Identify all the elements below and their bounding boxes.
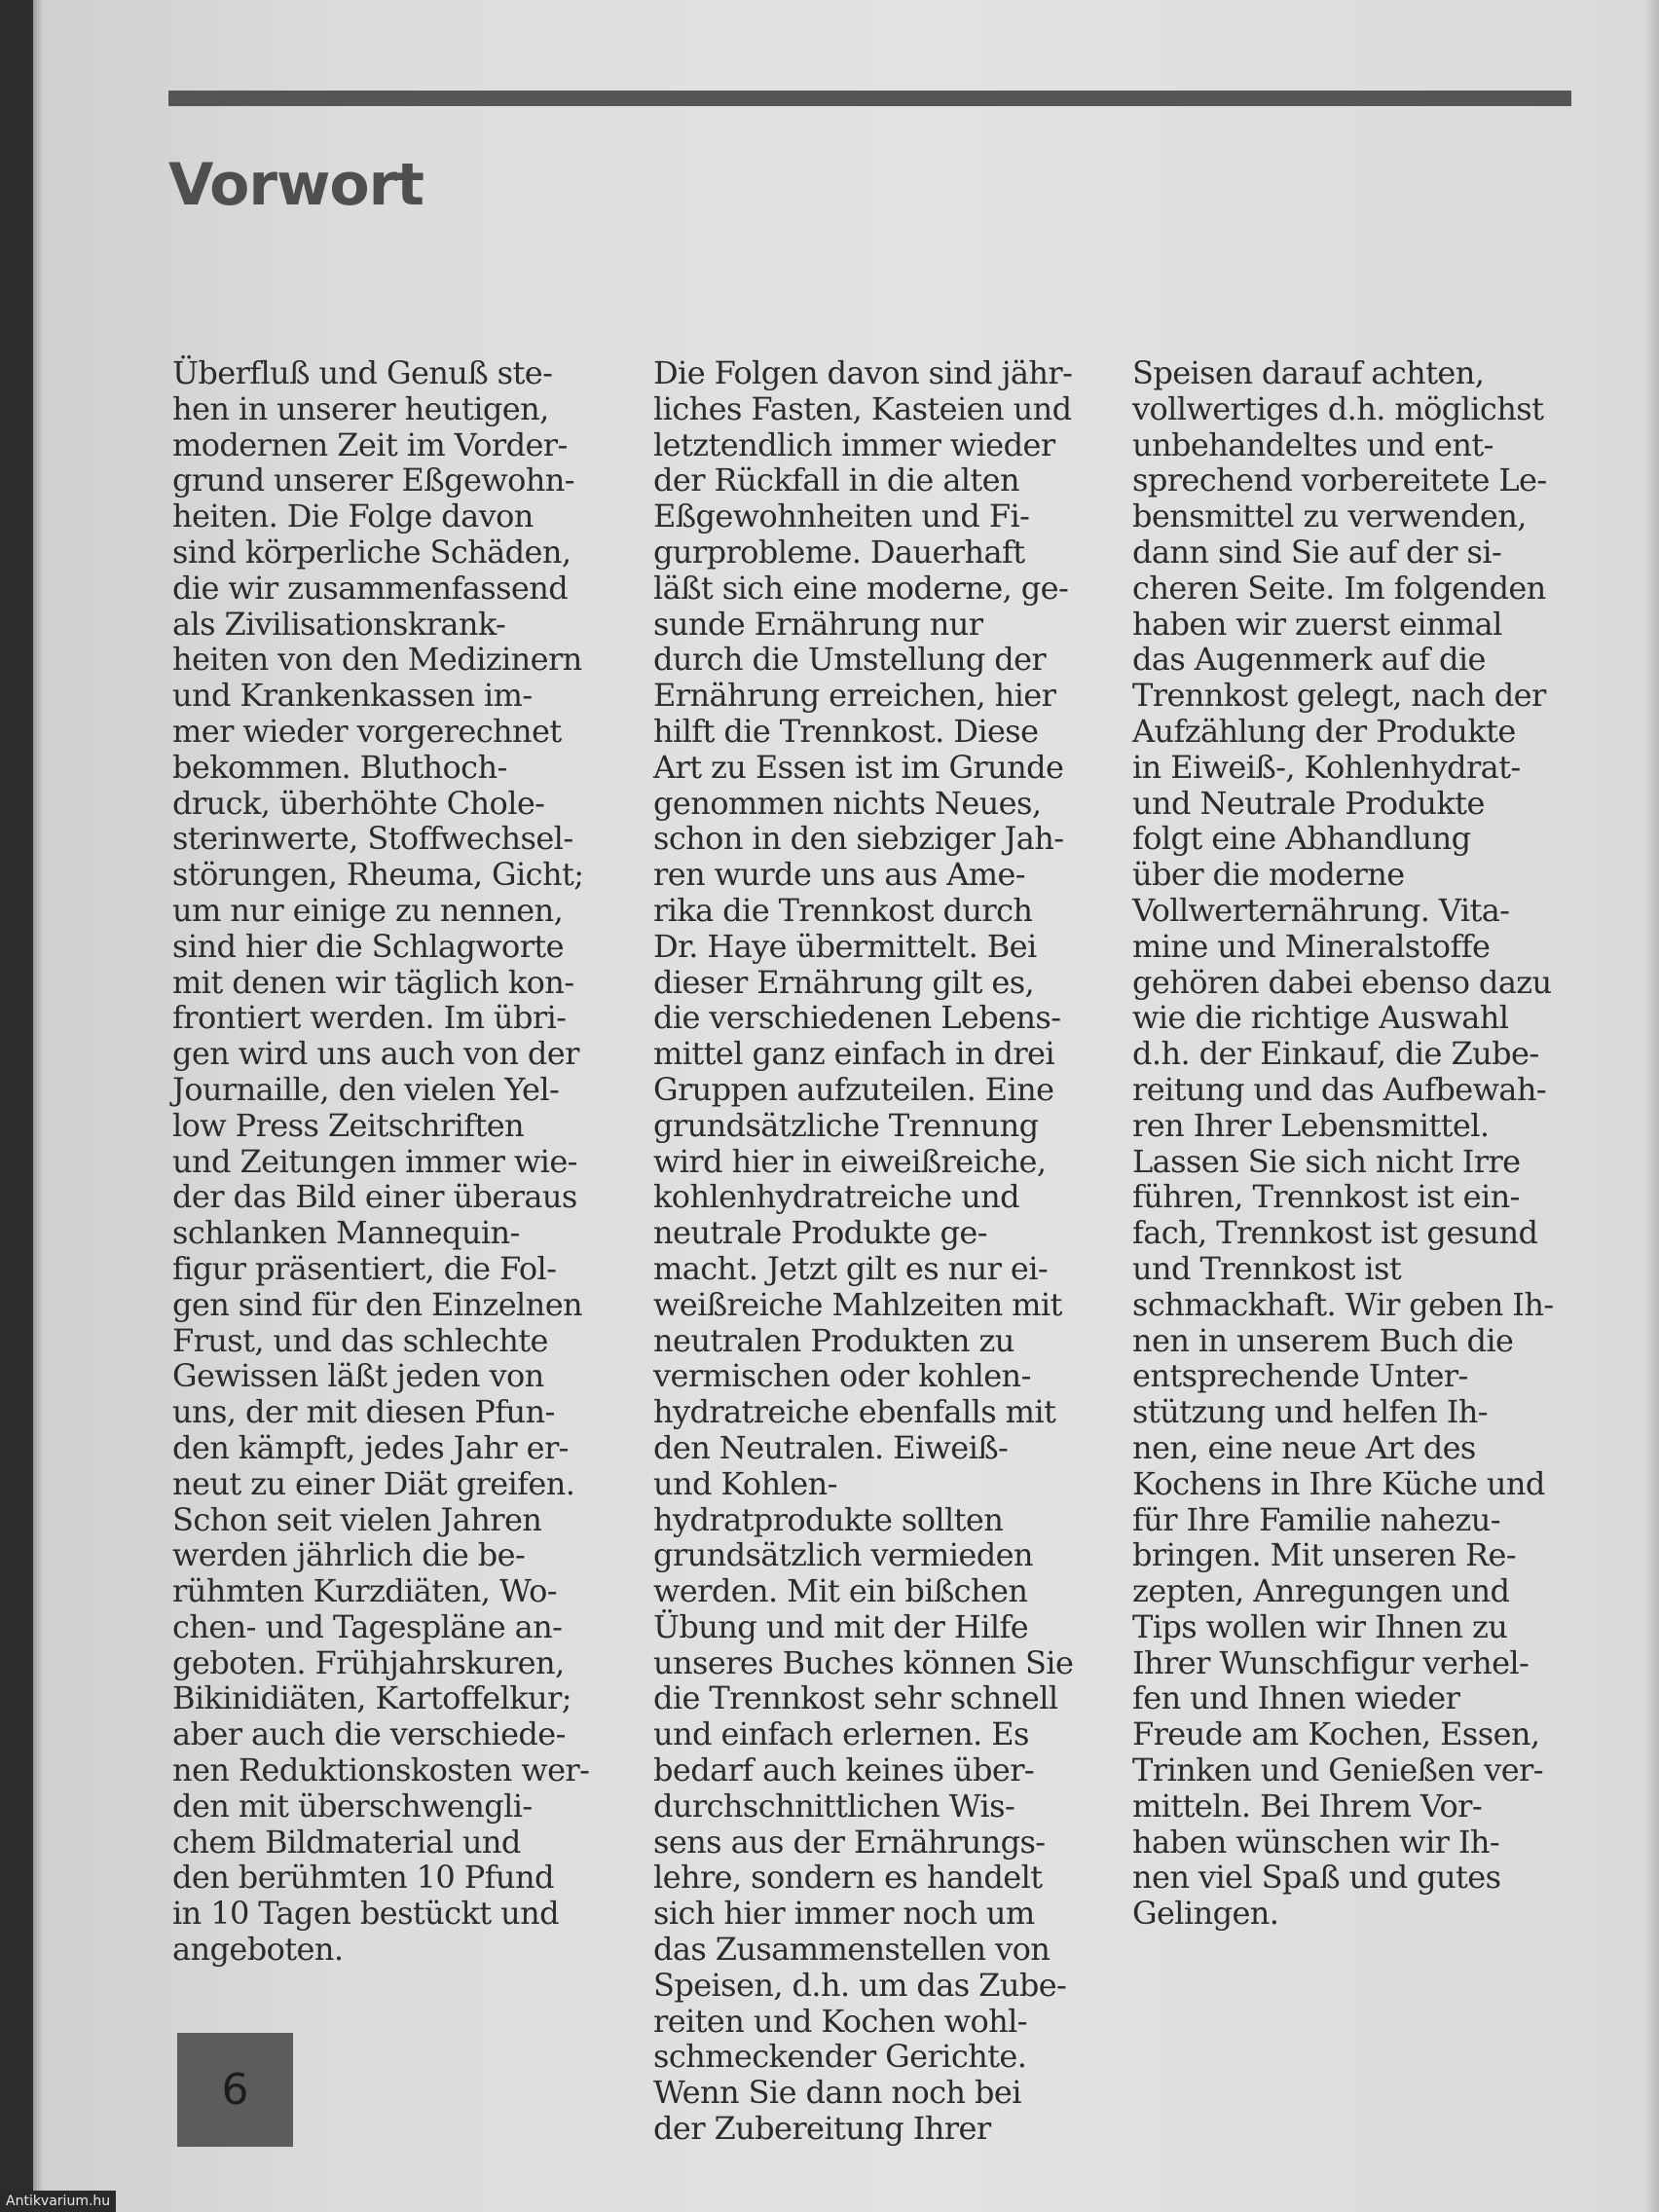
text-line: sens aus der Ernährungs- xyxy=(653,1823,1046,1861)
text-line: werden jährlich die be- xyxy=(172,1536,526,1574)
text-line: hilft die Trennkost. Diese xyxy=(653,712,1039,750)
text-line: haben wünschen wir Ih- xyxy=(1132,1823,1500,1861)
text-line: gen wird uns auch von der xyxy=(172,1035,579,1073)
text-line: und Krankenkassen im- xyxy=(172,677,533,715)
text-line: rühmten Kurzdiäten, Wo- xyxy=(172,1572,557,1610)
text-line: die wir zusammenfassend xyxy=(172,569,569,607)
text-line: den Neutralen. Eiweiß- xyxy=(653,1428,1009,1466)
text-line: wie die richtige Auswahl xyxy=(1132,999,1509,1037)
text-line: mine und Mineralstoffe xyxy=(1132,927,1491,965)
text-line: dieser Ernährung gilt es, xyxy=(653,963,1035,1001)
text-line: kohlenhydratreiche und xyxy=(653,1178,1020,1216)
text-line: vermischen oder kohlen- xyxy=(653,1357,1031,1395)
text-line: mer wieder vorgerechnet xyxy=(172,712,562,750)
text-line: frontiert werden. Im übri- xyxy=(172,999,567,1037)
text-line: für Ihre Familie nahezu- xyxy=(1132,1500,1500,1538)
text-line: stützung und helfen Ih- xyxy=(1132,1393,1488,1431)
text-line: Art zu Essen ist im Grunde xyxy=(653,748,1064,786)
text-column-3 xyxy=(1132,355,1609,1932)
text-line: Ihrer Wunschfigur verhel- xyxy=(1132,1643,1530,1681)
text-line: aber auch die verschiede- xyxy=(172,1715,566,1753)
text-line: bedarf auch keines über- xyxy=(653,1751,1035,1789)
text-line: gurprobleme. Dauerhaft xyxy=(653,533,1025,571)
text-line: als Zivilisationskrank- xyxy=(172,605,506,643)
text-line: vollwertiges d.h. möglichst xyxy=(1132,389,1544,427)
text-line: die verschiedenen Lebens- xyxy=(653,999,1061,1037)
text-line: Bikinidiäten, Kartoffelkur; xyxy=(172,1679,571,1717)
text-line: werden. Mit ein bißchen xyxy=(653,1572,1028,1610)
text-line: den mit überschwengli- xyxy=(172,1787,533,1825)
text-line: nen in unserem Buch die xyxy=(1132,1321,1514,1359)
text-line: nen, eine neue Art des xyxy=(1132,1428,1476,1466)
text-line: Eßgewohnheiten und Fi- xyxy=(653,498,1030,535)
text-line: durch die Umstellung der xyxy=(653,641,1047,679)
text-line: chen- und Tagespläne an- xyxy=(172,1607,563,1645)
text-line: hen in unserer heutigen, xyxy=(172,389,549,427)
text-line: und einfach erlernen. Es xyxy=(653,1715,1029,1753)
text-line: der Rückfall in die alten xyxy=(653,461,1020,499)
text-line: und Zeitungen immer wie- xyxy=(172,1142,577,1180)
text-line: rika die Trennkost durch xyxy=(653,891,1033,929)
text-line: uns, der mit diesen Pfun- xyxy=(172,1393,555,1431)
text-line: Die Folgen davon sind jähr- xyxy=(653,354,1073,391)
page-number: 6 xyxy=(221,2065,249,2115)
text-line: macht. Jetzt gilt es nur ei- xyxy=(653,1249,1049,1287)
text-line: läßt sich eine moderne, ge- xyxy=(653,569,1069,607)
text-line: bensmittel zu verwenden, xyxy=(1132,498,1527,535)
book-page xyxy=(33,0,1659,2212)
text-line: sich hier immer noch um xyxy=(653,1895,1035,1933)
text-line: heiten von den Medizinern xyxy=(172,641,582,679)
text-line: mittel ganz einfach in drei xyxy=(653,1035,1055,1073)
text-line: sterinwerte, Stoffwechsel- xyxy=(172,820,573,858)
text-line: Aufzählung der Produkte xyxy=(1132,712,1516,750)
text-line: grundsätzliche Trennung xyxy=(653,1106,1039,1144)
text-line: der das Bild einer überaus xyxy=(172,1178,577,1216)
text-line: mitteln. Bei Ihrem Vor- xyxy=(1132,1787,1483,1825)
text-line: Trinken und Genießen ver- xyxy=(1132,1751,1543,1789)
text-line: hydratreiche ebenfalls mit xyxy=(653,1393,1056,1431)
text-line: Gruppen aufzuteilen. Eine xyxy=(653,1070,1054,1108)
text-line: die Trennkost sehr schnell xyxy=(653,1679,1058,1717)
text-column-1 xyxy=(172,355,649,1968)
text-line: lehre, sondern es handelt xyxy=(653,1859,1043,1897)
text-line: das Augenmerk auf die xyxy=(1132,641,1486,679)
text-line: entsprechende Unter- xyxy=(1132,1357,1468,1395)
text-line: sind körperliche Schäden, xyxy=(172,533,571,571)
text-line: gen sind für den Einzelnen xyxy=(172,1285,583,1323)
text-line: Frust, und das schlechte xyxy=(172,1321,548,1359)
text-line: das Zusammenstellen von xyxy=(653,1931,1051,1969)
text-line: bringen. Mit unseren Re- xyxy=(1132,1536,1517,1574)
text-line: d.h. der Einkauf, die Zube- xyxy=(1132,1035,1539,1073)
text-line: Wenn Sie dann noch bei xyxy=(653,2074,1021,2112)
text-line: angeboten. xyxy=(172,1931,344,1969)
text-line: reiten und Kochen wohl- xyxy=(653,2002,1027,2040)
text-line: cheren Seite. Im folgenden xyxy=(1132,569,1546,607)
text-line: gehören dabei ebenso dazu xyxy=(1132,963,1552,1001)
text-line: wird hier in eiweißreiche, xyxy=(653,1142,1047,1180)
text-line: schlanken Mannequin- xyxy=(172,1214,520,1252)
text-line: Journaille, den vielen Yel- xyxy=(172,1070,560,1108)
page-edge xyxy=(1645,0,1659,2212)
text-line: fen und Ihnen wieder xyxy=(1132,1679,1460,1717)
text-line: dann sind Sie auf der si- xyxy=(1132,533,1502,571)
text-line: Tips wollen wir Ihnen zu xyxy=(1132,1607,1508,1645)
text-line: mit denen wir täglich kon- xyxy=(172,963,574,1001)
text-line: letztendlich immer wieder xyxy=(653,425,1055,463)
text-line: grund unserer Eßgewohn- xyxy=(172,461,574,499)
text-line: Speisen darauf achten, xyxy=(1132,354,1485,391)
text-line: in 10 Tagen bestückt und xyxy=(172,1895,560,1933)
text-line: sunde Ernährung nur xyxy=(653,605,983,643)
text-line: ren wurde uns aus Ame- xyxy=(653,856,1026,894)
text-line: und Neutrale Produkte xyxy=(1132,784,1485,822)
text-line: Gelingen. xyxy=(1132,1895,1279,1933)
text-line: bekommen. Bluthoch- xyxy=(172,748,507,786)
text-line: sind hier die Schlagworte xyxy=(172,927,565,965)
binding-shadow xyxy=(33,0,43,2212)
text-line: schmeckender Gerichte. xyxy=(653,2038,1027,2076)
text-line: unseres Buches können Sie xyxy=(653,1643,1074,1681)
header-rule xyxy=(168,91,1571,106)
text-line: Vollwerternährung. Vita- xyxy=(1132,891,1510,929)
text-line: nen viel Spaß und gutes xyxy=(1132,1859,1501,1897)
text-line: den kämpft, jedes Jahr er- xyxy=(172,1428,569,1466)
text-line: Schon seit vielen Jahren xyxy=(172,1500,542,1538)
text-line: durchschnittlichen Wis- xyxy=(653,1787,1015,1825)
text-line: Lassen Sie sich nicht Irre xyxy=(1132,1142,1521,1180)
text-line: chem Bildmaterial und xyxy=(172,1823,521,1861)
text-line: unbehandeltes und ent- xyxy=(1132,425,1493,463)
text-line: Gewissen läßt jeden von xyxy=(172,1357,544,1395)
text-line: figur präsentiert, die Fol- xyxy=(172,1249,557,1287)
text-line: geboten. Frühjahrskuren, xyxy=(172,1643,565,1681)
text-line: Überfluß und Genuß ste- xyxy=(172,354,553,391)
text-column-2 xyxy=(653,355,1130,2147)
text-line: weißreiche Mahlzeiten mit xyxy=(653,1285,1062,1323)
text-line: neut zu einer Diät greifen. xyxy=(172,1464,575,1502)
text-line: Übung und mit der Hilfe xyxy=(653,1607,1029,1645)
text-line: Kochens in Ihre Küche und xyxy=(1132,1464,1545,1502)
text-line: low Press Zeitschriften xyxy=(172,1106,525,1144)
text-line: Trennkost gelegt, nach der xyxy=(1132,677,1546,715)
text-line: der Zubereitung Ihrer xyxy=(653,2110,991,2148)
text-line: den berühmten 10 Pfund xyxy=(172,1859,554,1897)
text-line: und Kohlen- xyxy=(653,1464,837,1502)
page-title: Vorwort xyxy=(168,151,424,219)
text-line: liches Fasten, Kasteien und xyxy=(653,389,1072,427)
text-line: druck, überhöhte Chole- xyxy=(172,784,545,822)
text-line: ren Ihrer Lebensmittel. xyxy=(1132,1106,1490,1144)
text-line: modernen Zeit im Vorder- xyxy=(172,425,568,463)
text-line: um nur einige zu nennen, xyxy=(172,891,564,929)
text-line: Freude am Kochen, Essen, xyxy=(1132,1715,1540,1753)
text-line: hydratprodukte sollten xyxy=(653,1500,1004,1538)
page-number-box xyxy=(177,2033,293,2147)
text-line: in Eiweiß-, Kohlenhydrat- xyxy=(1132,748,1521,786)
watermark: Antikvarium.hu xyxy=(0,2191,116,2212)
text-line: über die moderne xyxy=(1132,856,1405,894)
text-line: grundsätzlich vermieden xyxy=(653,1536,1033,1574)
text-line: Dr. Haye übermittelt. Bei xyxy=(653,927,1037,965)
text-line: schmackhaft. Wir geben Ih- xyxy=(1132,1285,1554,1323)
text-line: reitung und das Aufbewah- xyxy=(1132,1070,1547,1108)
text-line: zepten, Anregungen und xyxy=(1132,1572,1510,1610)
text-line: schon in den siebziger Jah- xyxy=(653,820,1064,858)
text-line: sprechend vorbereitete Le- xyxy=(1132,461,1547,499)
text-line: folgt eine Abhandlung xyxy=(1132,820,1471,858)
text-line: neutralen Produkten zu xyxy=(653,1321,1014,1359)
text-line: haben wir zuerst einmal xyxy=(1132,605,1502,643)
text-line: führen, Trennkost ist ein- xyxy=(1132,1178,1520,1216)
text-line: nen Reduktionskosten wer- xyxy=(172,1751,590,1789)
text-line: und Trennkost ist xyxy=(1132,1249,1402,1287)
text-line: störungen, Rheuma, Gicht; xyxy=(172,856,584,894)
text-line: Speisen, d.h. um das Zube- xyxy=(653,1966,1067,2004)
text-line: genommen nichts Neues, xyxy=(653,784,1042,822)
text-line: Ernährung erreichen, hier xyxy=(653,677,1056,715)
text-line: heiten. Die Folge davon xyxy=(172,498,534,535)
text-line: neutrale Produkte ge- xyxy=(653,1214,987,1252)
text-line: fach, Trennkost ist gesund xyxy=(1132,1214,1538,1252)
